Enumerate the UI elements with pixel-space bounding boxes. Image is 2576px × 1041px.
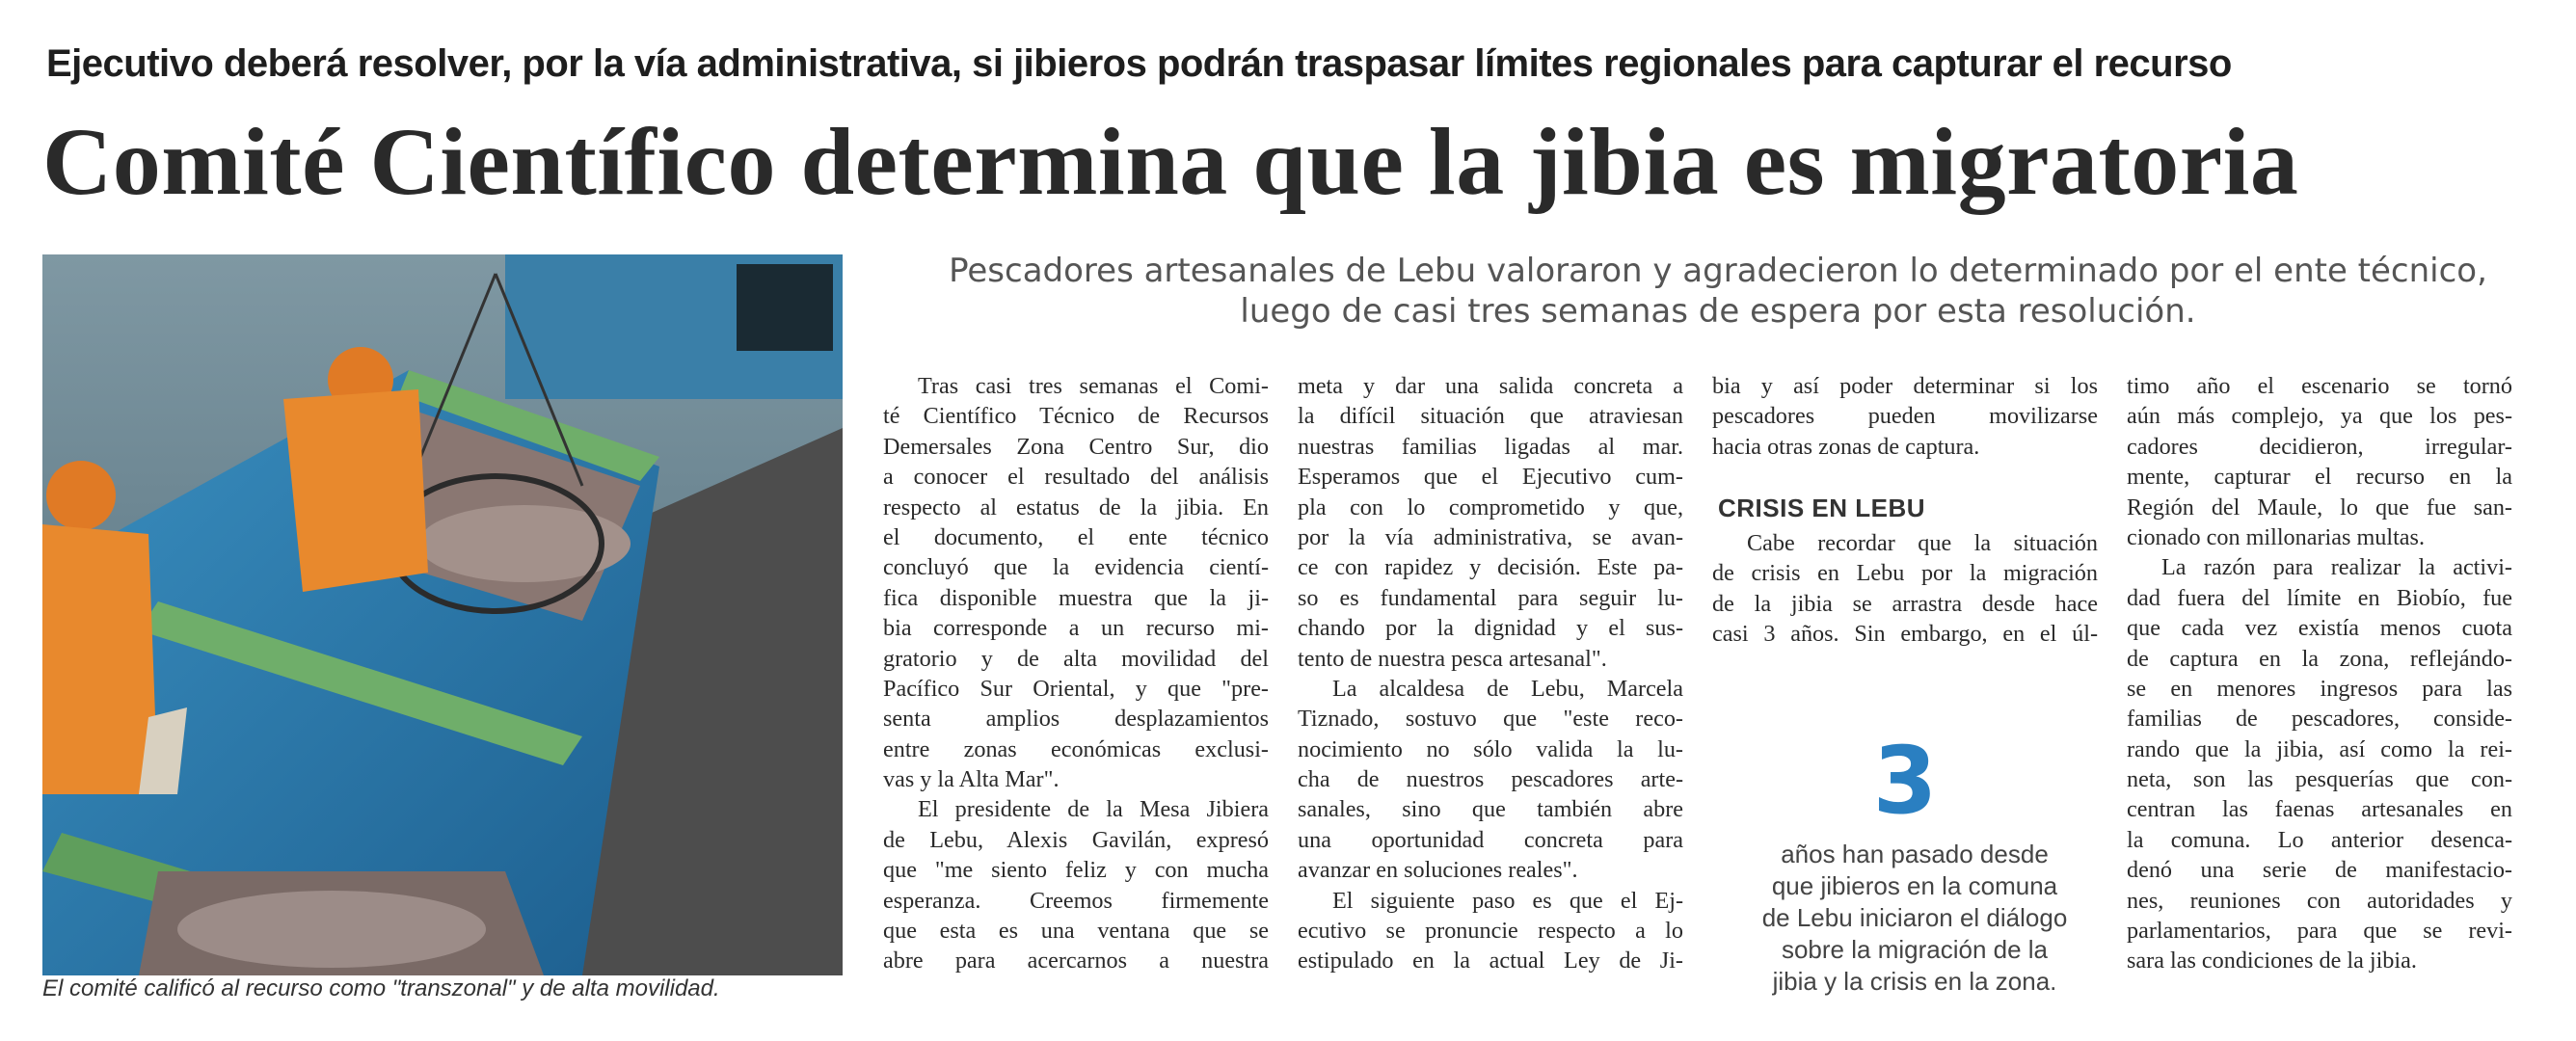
body-line: Pacífico Sur Oriental, y que "pre- (883, 675, 1269, 702)
stat-description (1712, 839, 2117, 998)
body-line: que esta es una ventana que se (883, 918, 1269, 945)
body-line: La alcaldesa de Lebu, Marcela (1332, 675, 1683, 702)
body-line: nuestras familias ligadas al mar. (1298, 433, 1683, 460)
deck-line: luego de casi tres semanas de espera por esta resolución. (1240, 292, 2196, 331)
fishing-boat-photo (42, 254, 843, 975)
body-line: a conocer el resultado del análisis (883, 464, 1269, 491)
body-line: ecutivo se pronuncie respecto a lo (1298, 918, 1683, 945)
body-line: rando que la jibia, así como la rei- (2127, 735, 2512, 762)
body-line: El presidente de la Mesa Jibiera (918, 796, 1269, 823)
body-line: bia corresponde a un recurso mi- (883, 615, 1269, 642)
body-line: gratorio y de alta movilidad del (883, 645, 1269, 672)
body-line: Tras casi tres semanas el Comi- (918, 373, 1269, 399)
article-kicker: Ejecutivo deberá resolver, por la vía administrativa, si jibieros podrán traspasar límites regionales para capturar el recurso (46, 42, 2232, 85)
body-line: Tiznado, sostuvo que "este reco- (1298, 706, 1683, 733)
body-column-3-continued (1712, 528, 2098, 650)
body-line: parlamentarios, para que se revi- (2127, 918, 2512, 945)
stat-line: años han pasado desde (1781, 840, 2049, 868)
body-line: cha de nuestros pescadores arte- (1298, 766, 1683, 793)
deck-line: Pescadores artesanales de Lebu valoraron y agradecieron lo determinado por el ente técnico, (949, 252, 2487, 290)
body-line: que "me siento feliz y con mucha (883, 857, 1269, 884)
body-line: Región del Maule, lo que fue san- (2127, 494, 2512, 520)
photo-caption: El comité calificó al recurso como "transzonal" y de alta movilidad. (42, 975, 720, 1001)
body-line: El siguiente paso es que el Ej- (1332, 887, 1683, 914)
body-line: Esperamos que el Ejecutivo cum- (1298, 464, 1683, 491)
body-column-4 (2127, 371, 2512, 976)
body-line: respecto al estatus de la jibia. En (883, 494, 1269, 520)
body-line: por la vía administrativa, se avan- (1298, 523, 1683, 550)
body-line: centran las faenas artesanales en (2127, 796, 2512, 823)
body-line: sanales, sino que también abre (1298, 796, 1683, 823)
body-line: el documento, el ente técnico (883, 523, 1269, 550)
body-line: estipulado en la actual Ley de Ji- (1298, 948, 1683, 974)
body-line: casi 3 años. Sin embargo, en el úl- (1712, 621, 2098, 648)
body-line: esperanza. Creemos firmemente (883, 887, 1269, 914)
stat-line: que jibieros en la comuna (1771, 871, 2058, 900)
body-line: senta amplios desplazamientos (883, 706, 1269, 733)
stat-line: sobre la migración de la (1781, 935, 2049, 964)
body-line: aún más complejo, ya que los pes- (2127, 403, 2512, 430)
body-line: concluyó que la evidencia cientí- (883, 554, 1269, 581)
body-line: una oportunidad concreta para (1298, 826, 1683, 853)
body-line: chando por la dignidad y el sus- (1298, 615, 1683, 642)
body-line: hacia otras zonas de captura. (1712, 433, 1980, 460)
body-line: mente, capturar el recurso en la (2127, 464, 2512, 491)
body-line: fica disponible muestra que la ji- (883, 584, 1269, 611)
body-line: la comuna. Lo anterior desenca- (2127, 826, 2512, 853)
body-line: denó una serie de manifestacio- (2127, 857, 2512, 884)
stat-line: jibia y la crisis en la zona. (1772, 967, 2057, 996)
body-line: se en menores ingresos para las (2127, 675, 2512, 702)
body-line: la difícil situación que atraviesan (1298, 403, 1683, 430)
body-line: sara las condiciones de la jibia. (2127, 948, 2417, 974)
body-line: de crisis en Lebu por la migración (1712, 560, 2098, 587)
body-column-1 (883, 371, 1269, 976)
stat-number: 3 (1872, 727, 1938, 835)
body-line: pescadores pueden movilizarse (1712, 403, 2098, 430)
article-deck (889, 251, 2547, 332)
body-line: ce con rapidez y decisión. Este pa- (1298, 554, 1683, 581)
body-line: cionado con millonarias multas. (2127, 523, 2425, 550)
body-line: Cabe recordar que la situación (1747, 530, 2098, 556)
body-line: nocimiento no sólo valida la lu- (1298, 735, 1683, 762)
body-line: pla con lo comprometido y que, (1298, 494, 1683, 520)
body-line: nes, reuniones con autoridades y (2127, 887, 2512, 914)
stat-line: de Lebu iniciaron el diálogo (1761, 903, 2068, 932)
body-line: de la jibia se arrastra desde hace (1712, 590, 2098, 617)
body-line: té Científico Técnico de Recursos (883, 403, 1269, 430)
body-line: Demersales Zona Centro Sur, dio (883, 433, 1269, 460)
body-line: abre para acercarnos a nuestra (883, 948, 1269, 974)
body-column-2 (1298, 371, 1683, 976)
section-subhead: CRISIS EN LEBU (1718, 494, 1926, 522)
body-line: cadores decidieron, irregular- (2127, 433, 2512, 460)
fishing-boat-photo-illustration (42, 254, 843, 975)
body-line: entre zonas económicas exclusi- (883, 735, 1269, 762)
body-line: que cada vez existía menos cuota (2127, 615, 2512, 642)
body-line: bia y así poder determinar si los (1712, 373, 2098, 399)
body-line: vas y la Alta Mar". (883, 766, 1060, 793)
body-line: familias de pescadores, conside- (2127, 706, 2512, 733)
body-line: avanzar en soluciones reales". (1298, 857, 1578, 884)
body-line: meta y dar una salida concreta a (1298, 373, 1683, 399)
body-line: timo año el escenario se tornó (2127, 373, 2512, 399)
body-line: so es fundamental para seguir lu- (1298, 584, 1683, 611)
body-line: La razón para realizar la activi- (2161, 554, 2512, 581)
body-line: de Lebu, Alexis Gavilán, expresó (883, 826, 1269, 853)
article-headline: Comité Científico determina que la jibia es migratoria (42, 108, 2299, 215)
body-line: neta, son las pesquerías que con- (2127, 766, 2512, 793)
body-line: tento de nuestra pesca artesanal". (1298, 645, 1607, 672)
body-line: de captura en la zona, reflejándo- (2127, 645, 2512, 672)
body-column-3 (1712, 371, 2098, 462)
body-line: dad fuera del límite en Biobío, fue (2127, 584, 2512, 611)
